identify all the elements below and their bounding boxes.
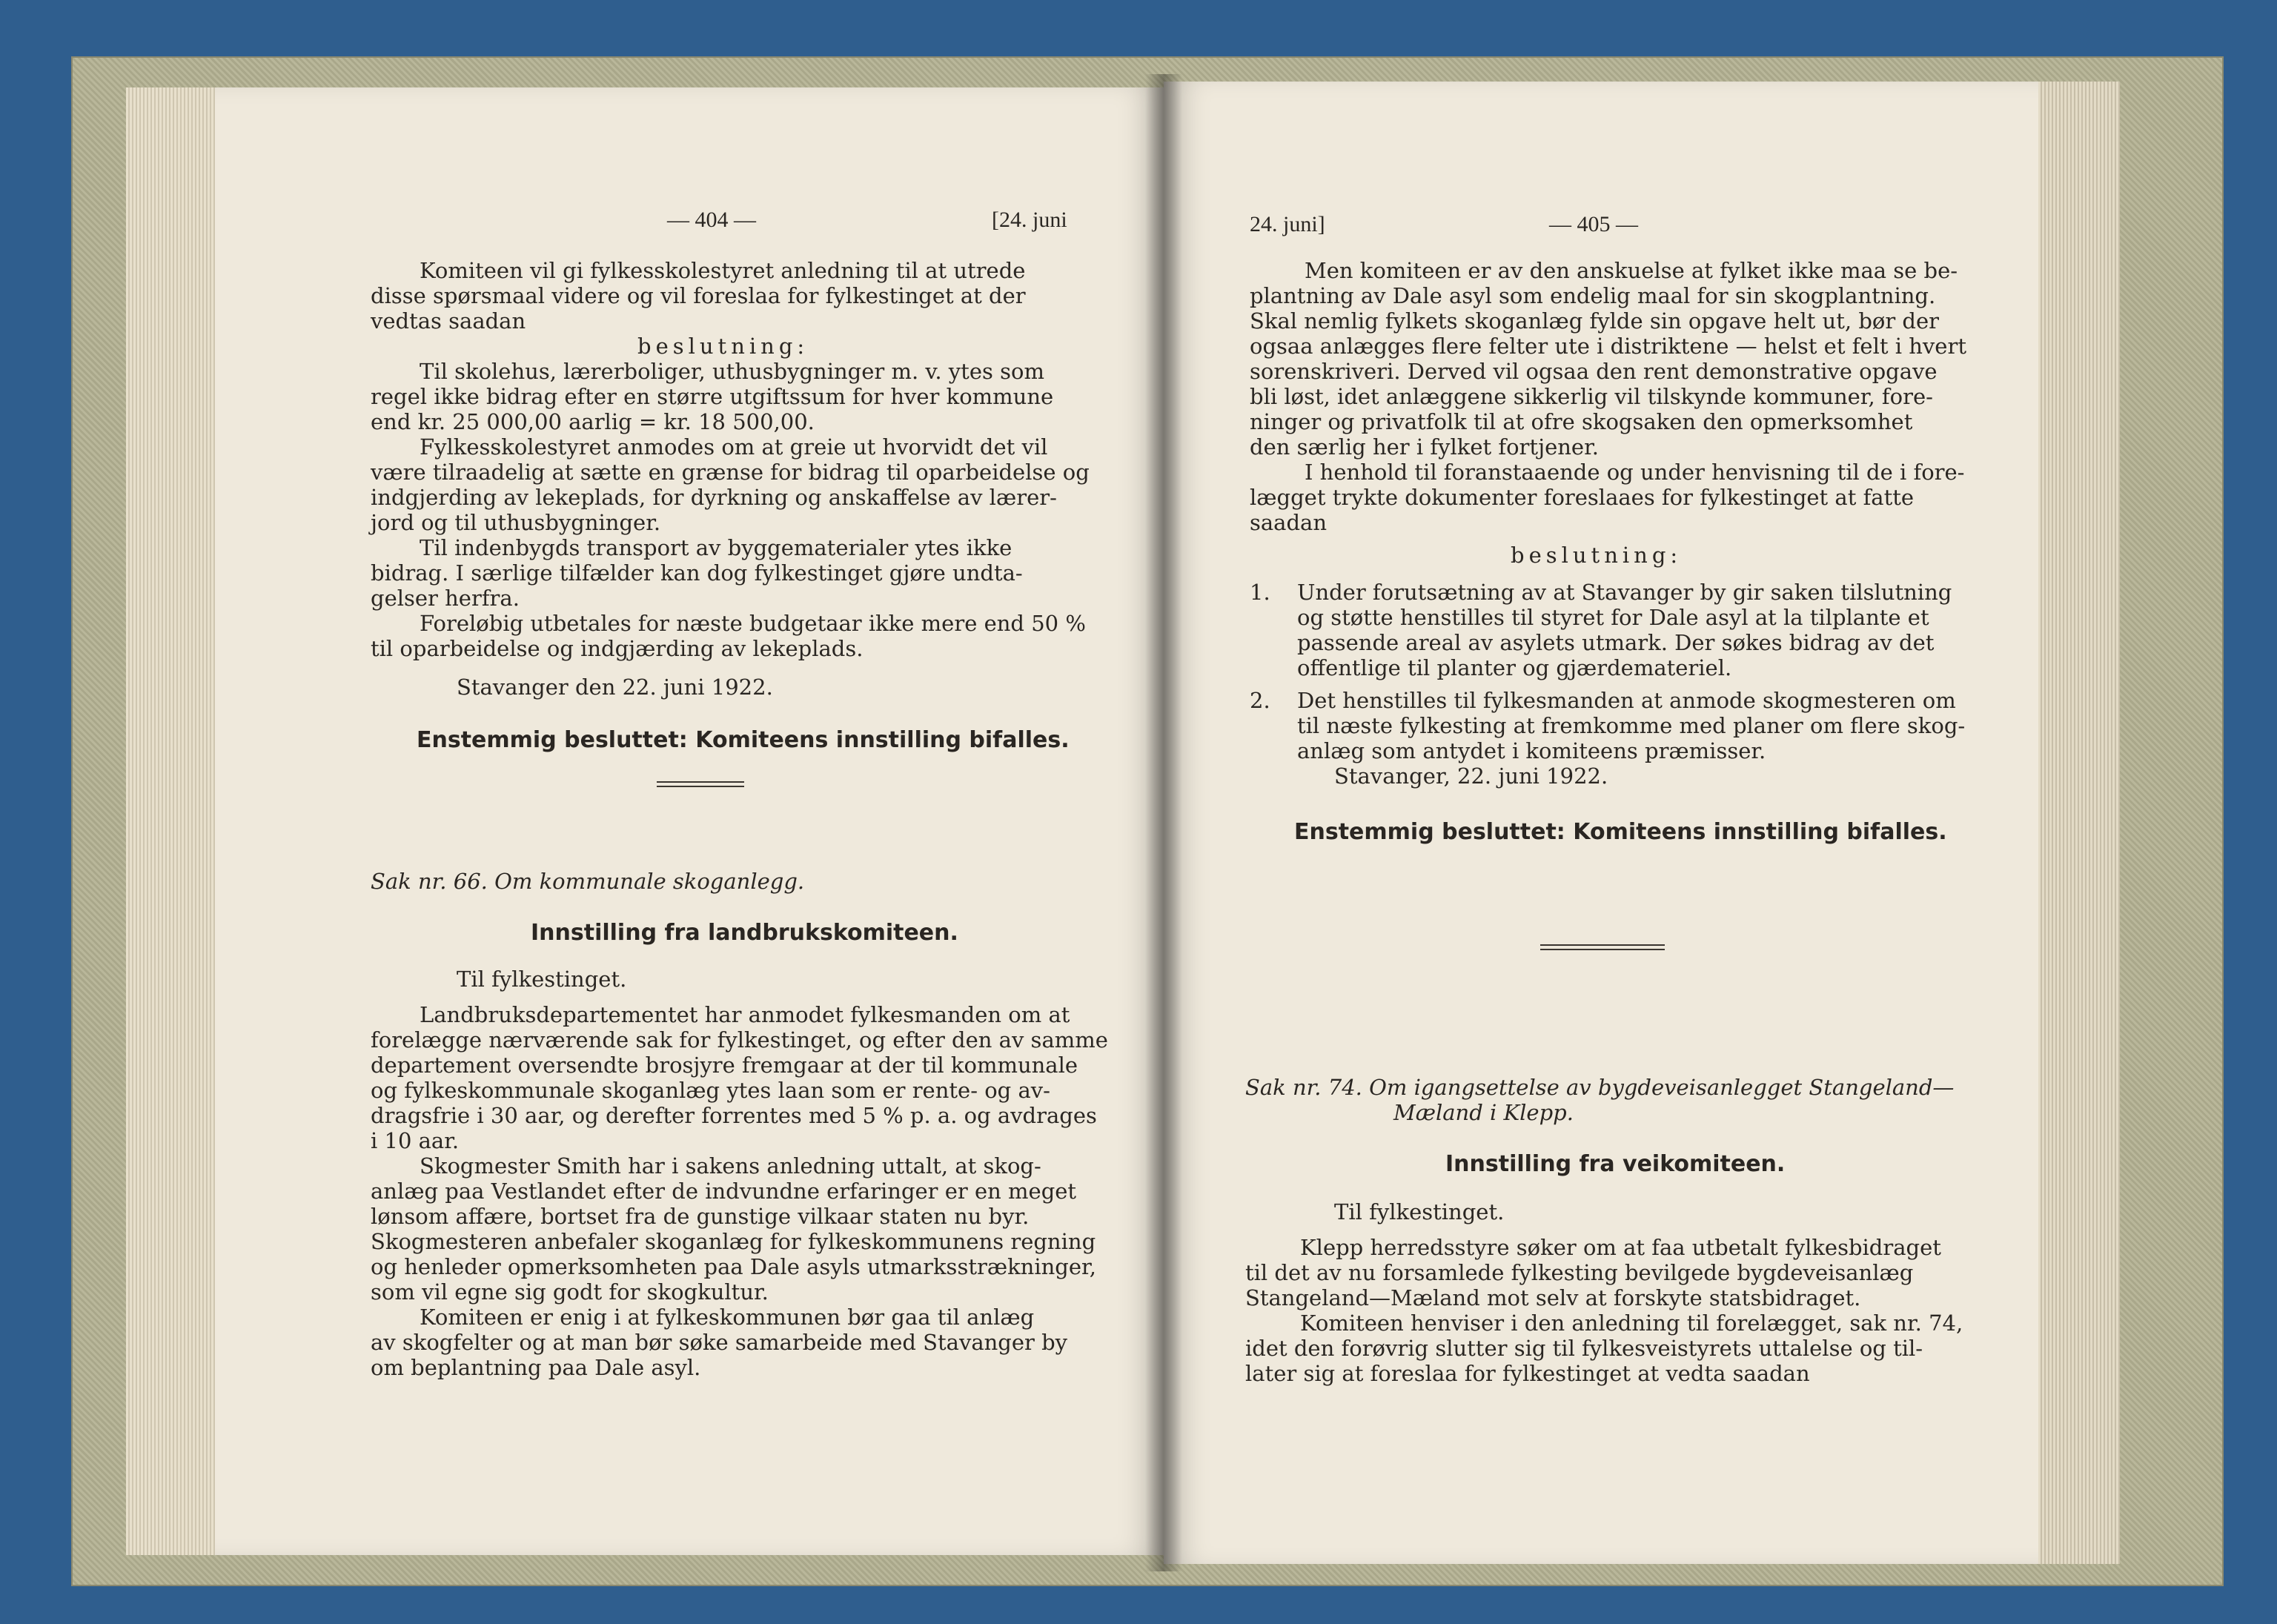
text-line: Landbruksdepartementet har anmodet fylkesmanden om at <box>420 1002 1070 1027</box>
text-line: og fylkeskommunale skoganlæg ytes laan som er rente- og av- <box>371 1078 1050 1103</box>
text-line: anlæg paa Vestlandet efter de indvundne erfaringer er en meget <box>371 1179 1077 1204</box>
text-line: indgjerding av lekeplads, for dyrkning og anskaffelse av lærer- <box>371 485 1057 510</box>
text-line: Men komiteen er av den anskuelse at fylket ikke maa se be- <box>1305 258 1958 283</box>
text-line: Klepp herredsstyre søker om at faa utbetalt fylkesbidraget <box>1300 1235 1941 1260</box>
text-line: I henhold til foranstaaende og under henvisning til de i fore- <box>1305 460 1965 485</box>
text-line: saadan <box>1250 510 1327 535</box>
text-line: regel ikke bidrag efter en større utgiftssum for hver kommune <box>371 384 1054 409</box>
text-line: om beplantning paa Dale asyl. <box>371 1355 701 1380</box>
case-title: Sak nr. 74. Om igangsettelse av bygdeveisanlegget Stangeland— <box>1245 1075 1955 1100</box>
text-line: til næste fylkesting at fremkomme med planer om flere skog- <box>1297 713 1966 738</box>
text-line: bli løst, idet anlæggene sikkerlig vil tilskynde kommuner, fore- <box>1250 384 1933 409</box>
text-line: later sig at foreslaa for fylkestinget at vedta saadan <box>1245 1361 1810 1386</box>
text-line: lønsom affære, bortset fra de gunstige vilkaar staten nu byr. <box>371 1204 1030 1229</box>
page-edges-right <box>2038 82 2120 1564</box>
page-number: — 404 — <box>667 208 756 232</box>
date-header: [24. juni <box>992 208 1067 232</box>
resolution: Enstemmig besluttet: Komiteens innstilling bifalles. <box>417 727 1070 753</box>
text-line: offentlige til planter og gjærdemateriel. <box>1297 655 1732 680</box>
text-line: departement oversendte brosjyre fremgaar at der til kommunale <box>371 1053 1078 1078</box>
text-line: end kr. 25 000,00 aarlig = kr. 18 500,00. <box>371 409 815 434</box>
signature: Stavanger den 22. juni 1922. <box>457 675 773 700</box>
text-line: jord og til uthusbygninger. <box>371 510 661 535</box>
case-title: Mæland i Klepp. <box>1393 1100 1574 1125</box>
divider-rule <box>657 786 744 787</box>
list-number: 2. <box>1250 688 1270 713</box>
text-line: lægget trykte dokumenter foreslaaes for fylkestinget at fatte <box>1250 485 1915 510</box>
text-line: Skogmesteren anbefaler skoganlæg for fylkeskommunens regning <box>371 1229 1096 1254</box>
beslutning-heading: beslutning: <box>1511 543 1683 568</box>
text-line: og støtte henstilles til styret for Dale asyl at la tilplante et <box>1297 605 1929 630</box>
innstilling-heading: Innstilling fra landbrukskomiteen. <box>531 920 958 946</box>
list-number: 1. <box>1250 580 1270 605</box>
text-line: forelægge nærværende sak for fylkestinget, og efter den av samme <box>371 1027 1108 1053</box>
text-line: idet den forøvrig slutter sig til fylkesveistyrets uttalelse og til- <box>1245 1336 1923 1361</box>
text-line: Fylkesskolestyret anmodes om at greie ut hvorvidt det vil <box>420 434 1048 460</box>
text-line: plantning av Dale asyl som endelig maal for sin skogplantning. <box>1250 283 1936 308</box>
text-line: Det henstilles til fylkesmanden at anmode skogmesteren om <box>1297 688 1956 713</box>
text-line: Komiteen er enig i at fylkeskommunen bør gaa til anlæg <box>420 1305 1035 1330</box>
text-line: passende areal av asylets utmark. Der søkes bidrag av det <box>1297 630 1935 655</box>
page-number: — 405 — <box>1549 212 1638 236</box>
text-line: den særlig her i fylket fortjener. <box>1250 434 1599 460</box>
divider-rule <box>657 781 744 783</box>
text-line: som vil egne sig godt for skogkultur. <box>371 1279 769 1305</box>
text-line: være tilraadelig at sætte en grænse for bidrag til oparbeidelse og <box>371 460 1090 485</box>
text-line: bidrag. I særlige tilfælder kan dog fylkestinget gjøre undta- <box>371 560 1023 586</box>
text-line: til oparbeidelse og indgjærding av lekeplads. <box>371 636 864 661</box>
text-line: i 10 aar. <box>371 1128 460 1153</box>
text-line: Til skolehus, lærerboliger, uthusbygninger m. v. ytes som <box>420 359 1044 384</box>
text-line: og henleder opmerksomheten paa Dale asyls utmarksstrækninger, <box>371 1254 1096 1279</box>
text-line: sorenskriveri. Derved vil ogsaa den rent demonstrative opgave <box>1250 359 1938 384</box>
innstilling-heading: Innstilling fra veikomiteen. <box>1445 1151 1786 1177</box>
text-line: vedtas saadan <box>371 308 526 334</box>
text-line: dragsfrie i 30 aar, og derefter forrentes med 5 % p. a. og avdrages <box>371 1103 1097 1128</box>
salutation: Til fylkestinget. <box>1334 1199 1505 1224</box>
left-page <box>215 87 1164 1555</box>
text-line: Komiteen henviser i den anledning til forelægget, sak nr. 74, <box>1300 1310 1963 1336</box>
salutation: Til fylkestinget. <box>457 967 627 992</box>
text-line: Stangeland—Mæland mot selv at forskyte statsbidraget. <box>1245 1285 1861 1310</box>
book-spine <box>1145 74 1182 1571</box>
text-line: ogsaa anlægges flere felter ute i distriktene — helst et felt i hvert <box>1250 334 1966 359</box>
text-line: til det av nu forsamlede fylkesting bevilgede bygdeveisanlæg <box>1245 1260 1914 1285</box>
text-line: av skogfelter og at man bør søke samarbeide med Stavanger by <box>371 1330 1068 1355</box>
text-line: disse spørsmaal videre og vil foreslaa for fylkestinget at der <box>371 283 1026 308</box>
text-line: Under forutsætning av at Stavanger by gir saken tilslutning <box>1297 580 1952 605</box>
text-line: Skogmester Smith har i sakens anledning uttalt, at skog- <box>420 1153 1041 1179</box>
text-line: Skal nemlig fylkets skoganlæg fylde sin opgave helt ut, bør der <box>1250 308 1940 334</box>
text-line: anlæg som antydet i komiteens præmisser. <box>1297 738 1766 763</box>
text-line: Til indenbygds transport av byggematerialer ytes ikke <box>420 535 1012 560</box>
right-page <box>1164 82 2038 1564</box>
text-line: Foreløbig utbetales for næste budgetaar ikke mere end 50 % <box>420 611 1086 636</box>
page-edges-left <box>126 87 222 1555</box>
divider-rule <box>1540 949 1665 950</box>
text-line: gelser herfra. <box>371 586 520 611</box>
case-title: Sak nr. 66. Om kommunale skoganlegg. <box>371 869 805 894</box>
signature: Stavanger, 22. juni 1922. <box>1334 763 1608 789</box>
text-line: ninger og privatfolk til at ofre skogsaken den opmerksomhet <box>1250 409 1913 434</box>
divider-rule <box>1540 944 1665 946</box>
text-line: Komiteen vil gi fylkesskolestyret anledning til at utrede <box>420 258 1026 283</box>
resolution: Enstemmig besluttet: Komiteens innstilling bifalles. <box>1294 819 1947 845</box>
date-header: 24. juni] <box>1250 212 1325 236</box>
beslutning-heading: beslutning: <box>637 334 809 359</box>
